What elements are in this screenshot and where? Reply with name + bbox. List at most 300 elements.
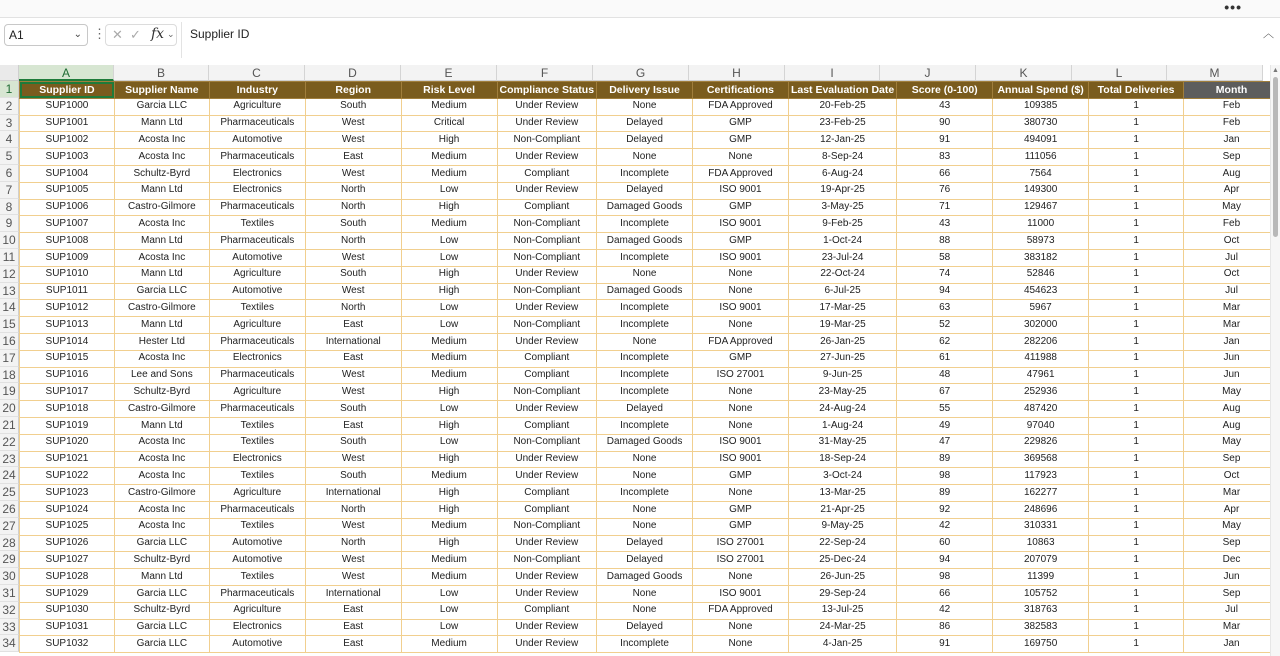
table-cell[interactable]: 1 xyxy=(1089,602,1184,619)
table-cell[interactable]: Jun xyxy=(1184,569,1280,586)
vertical-scrollbar[interactable] xyxy=(1270,65,1280,656)
table-cell[interactable]: Critical xyxy=(401,115,497,132)
table-cell[interactable]: Electronics xyxy=(209,165,305,182)
table-cell[interactable]: Acosta Inc xyxy=(114,216,209,233)
table-cell[interactable]: Electronics xyxy=(209,619,305,636)
row-header[interactable]: 20 xyxy=(0,400,19,417)
table-cell[interactable]: Low xyxy=(401,619,497,636)
table-cell[interactable]: Oct xyxy=(1184,266,1280,283)
table-cell[interactable]: Damaged Goods xyxy=(597,434,693,451)
table-cell[interactable]: 66 xyxy=(897,165,993,182)
table-cell[interactable]: Under Review xyxy=(497,98,597,115)
table-cell[interactable]: 1 xyxy=(1089,199,1184,216)
table-cell[interactable]: SUP1015 xyxy=(20,350,115,367)
column-header-e[interactable]: E xyxy=(401,65,497,81)
table-cell[interactable]: Acosta Inc xyxy=(114,350,209,367)
table-cell[interactable]: 62 xyxy=(897,333,993,350)
row-header[interactable]: 26 xyxy=(0,501,19,518)
table-cell[interactable]: 89 xyxy=(897,451,993,468)
table-cell[interactable]: 91 xyxy=(897,132,993,149)
table-cell[interactable]: Under Review xyxy=(497,569,597,586)
table-cell[interactable]: 11000 xyxy=(993,216,1089,233)
table-cell[interactable]: Medium xyxy=(401,518,497,535)
table-cell[interactable]: Delayed xyxy=(597,401,693,418)
header-cell[interactable]: Region xyxy=(305,82,401,99)
table-cell[interactable]: 105752 xyxy=(993,585,1089,602)
table-cell[interactable]: Under Review xyxy=(497,149,597,166)
table-cell[interactable]: 66 xyxy=(897,585,993,602)
table-cell[interactable]: Mann Ltd xyxy=(114,233,209,250)
table-cell[interactable]: 92 xyxy=(897,501,993,518)
table-cell[interactable]: West xyxy=(305,283,401,300)
table-cell[interactable]: None xyxy=(693,149,789,166)
table-cell[interactable]: 1-Aug-24 xyxy=(788,417,896,434)
table-cell[interactable]: 1 xyxy=(1089,552,1184,569)
table-cell[interactable]: 49 xyxy=(897,417,993,434)
table-cell[interactable]: High xyxy=(401,535,497,552)
table-cell[interactable]: 19-Apr-25 xyxy=(788,182,896,199)
table-cell[interactable]: South xyxy=(305,401,401,418)
table-cell[interactable]: 94 xyxy=(897,552,993,569)
table-cell[interactable]: Sep xyxy=(1184,535,1280,552)
table-cell[interactable]: SUP1006 xyxy=(20,199,115,216)
table-cell[interactable]: 117923 xyxy=(993,468,1089,485)
table-cell[interactable]: SUP1008 xyxy=(20,233,115,250)
table-cell[interactable]: 1 xyxy=(1089,384,1184,401)
table-cell[interactable]: Sep xyxy=(1184,451,1280,468)
table-cell[interactable]: None xyxy=(693,417,789,434)
table-cell[interactable]: East xyxy=(305,417,401,434)
table-cell[interactable]: 43 xyxy=(897,216,993,233)
table-cell[interactable]: 3-Oct-24 xyxy=(788,468,896,485)
table-cell[interactable]: East xyxy=(305,149,401,166)
table-cell[interactable]: ISO 9001 xyxy=(693,249,789,266)
table-cell[interactable]: FDA Approved xyxy=(693,602,789,619)
table-cell[interactable]: North xyxy=(305,300,401,317)
row-header[interactable]: 4 xyxy=(0,131,19,148)
column-header-j[interactable]: J xyxy=(880,65,976,81)
table-cell[interactable]: Agriculture xyxy=(209,317,305,334)
table-cell[interactable]: 61 xyxy=(897,350,993,367)
table-cell[interactable]: ISO 27001 xyxy=(693,535,789,552)
table-cell[interactable]: SUP1030 xyxy=(20,602,115,619)
table-cell[interactable]: None xyxy=(693,636,789,653)
table-cell[interactable]: SUP1016 xyxy=(20,367,115,384)
table-cell[interactable]: Delayed xyxy=(597,132,693,149)
table-cell[interactable]: Oct xyxy=(1184,233,1280,250)
table-cell[interactable]: 1 xyxy=(1089,401,1184,418)
row-header[interactable]: 13 xyxy=(0,283,19,300)
table-cell[interactable]: 1-Oct-24 xyxy=(788,233,896,250)
table-cell[interactable]: 90 xyxy=(897,115,993,132)
table-cell[interactable]: Medium xyxy=(401,333,497,350)
table-cell[interactable]: West xyxy=(305,552,401,569)
table-cell[interactable]: Non-Compliant xyxy=(497,233,597,250)
table-cell[interactable]: 1 xyxy=(1089,98,1184,115)
table-cell[interactable]: 1 xyxy=(1089,451,1184,468)
table-cell[interactable]: Under Review xyxy=(497,401,597,418)
table-cell[interactable]: 229826 xyxy=(993,434,1089,451)
table-cell[interactable]: Garcia LLC xyxy=(114,619,209,636)
table-cell[interactable]: 52 xyxy=(897,317,993,334)
table-cell[interactable]: Non-Compliant xyxy=(497,249,597,266)
table-cell[interactable]: Acosta Inc xyxy=(114,468,209,485)
table-cell[interactable]: Castro-Gilmore xyxy=(114,401,209,418)
column-header-d[interactable]: D xyxy=(305,65,401,81)
table-cell[interactable]: Automotive xyxy=(209,636,305,653)
table-cell[interactable]: West xyxy=(305,367,401,384)
scrollbar-thumb[interactable] xyxy=(1273,77,1278,237)
table-cell[interactable]: 169750 xyxy=(993,636,1089,653)
table-cell[interactable]: 1 xyxy=(1089,132,1184,149)
table-cell[interactable]: 1 xyxy=(1089,317,1184,334)
row-header[interactable]: 28 xyxy=(0,535,19,552)
table-cell[interactable]: None xyxy=(597,501,693,518)
table-cell[interactable]: None xyxy=(597,518,693,535)
table-cell[interactable]: 23-May-25 xyxy=(788,384,896,401)
table-cell[interactable]: 162277 xyxy=(993,485,1089,502)
table-cell[interactable]: 1 xyxy=(1089,417,1184,434)
table-cell[interactable]: Damaged Goods xyxy=(597,233,693,250)
vertical-dots-icon[interactable]: ⋮ xyxy=(93,26,106,41)
table-cell[interactable]: Mann Ltd xyxy=(114,115,209,132)
table-cell[interactable]: Castro-Gilmore xyxy=(114,485,209,502)
table-cell[interactable]: Low xyxy=(401,434,497,451)
table-cell[interactable]: 6-Aug-24 xyxy=(788,165,896,182)
table-cell[interactable]: Schultz-Byrd xyxy=(114,602,209,619)
table-cell[interactable]: International xyxy=(305,333,401,350)
table-cell[interactable]: 1 xyxy=(1089,266,1184,283)
table-cell[interactable]: SUP1010 xyxy=(20,266,115,283)
table-cell[interactable]: 24-Aug-24 xyxy=(788,401,896,418)
table-cell[interactable]: FDA Approved xyxy=(693,333,789,350)
table-cell[interactable]: 47 xyxy=(897,434,993,451)
table-cell[interactable]: 43 xyxy=(897,98,993,115)
table-cell[interactable]: SUP1025 xyxy=(20,518,115,535)
table-cell[interactable]: High xyxy=(401,451,497,468)
table-cell[interactable]: 89 xyxy=(897,485,993,502)
table-cell[interactable]: Acosta Inc xyxy=(114,132,209,149)
table-cell[interactable]: High xyxy=(401,485,497,502)
table-cell[interactable]: Acosta Inc xyxy=(114,451,209,468)
table-cell[interactable]: Low xyxy=(401,249,497,266)
table-cell[interactable]: 76 xyxy=(897,182,993,199)
table-cell[interactable]: 48 xyxy=(897,367,993,384)
table-cell[interactable]: 1 xyxy=(1089,585,1184,602)
table-cell[interactable]: Feb xyxy=(1184,216,1280,233)
table-cell[interactable]: 380730 xyxy=(993,115,1089,132)
row-header[interactable]: 27 xyxy=(0,518,19,535)
table-cell[interactable]: Mar xyxy=(1184,300,1280,317)
table-cell[interactable]: 411988 xyxy=(993,350,1089,367)
table-cell[interactable]: ISO 9001 xyxy=(693,216,789,233)
table-cell[interactable]: SUP1018 xyxy=(20,401,115,418)
table-cell[interactable]: SUP1002 xyxy=(20,132,115,149)
table-cell[interactable]: 207079 xyxy=(993,552,1089,569)
table-cell[interactable]: Acosta Inc xyxy=(114,518,209,535)
table-cell[interactable]: Medium xyxy=(401,98,497,115)
row-header[interactable]: 17 xyxy=(0,350,19,367)
table-cell[interactable]: 74 xyxy=(897,266,993,283)
table-cell[interactable]: Damaged Goods xyxy=(597,283,693,300)
table-cell[interactable]: Compliant xyxy=(497,417,597,434)
column-header-c[interactable]: C xyxy=(209,65,305,81)
table-cell[interactable]: Medium xyxy=(401,569,497,586)
table-cell[interactable]: High xyxy=(401,132,497,149)
table-cell[interactable]: 383182 xyxy=(993,249,1089,266)
table-cell[interactable]: None xyxy=(597,333,693,350)
table-cell[interactable]: Mann Ltd xyxy=(114,317,209,334)
table-cell[interactable]: 109385 xyxy=(993,98,1089,115)
column-header-a[interactable]: A xyxy=(19,65,114,81)
row-header[interactable]: 6 xyxy=(0,165,19,182)
table-cell[interactable]: Non-Compliant xyxy=(497,434,597,451)
cancel-icon[interactable]: ✕ xyxy=(112,27,123,42)
table-cell[interactable]: Pharmaceuticals xyxy=(209,367,305,384)
table-cell[interactable]: 22-Oct-24 xyxy=(788,266,896,283)
table-cell[interactable]: SUP1021 xyxy=(20,451,115,468)
table-cell[interactable]: None xyxy=(597,585,693,602)
table-cell[interactable]: Mann Ltd xyxy=(114,266,209,283)
table-cell[interactable]: 21-Apr-25 xyxy=(788,501,896,518)
table-cell[interactable]: None xyxy=(693,384,789,401)
row-header[interactable]: 3 xyxy=(0,115,19,132)
column-header-g[interactable]: G xyxy=(593,65,689,81)
table-cell[interactable]: May xyxy=(1184,434,1280,451)
table-cell[interactable]: Under Review xyxy=(497,619,597,636)
table-cell[interactable]: SUP1032 xyxy=(20,636,115,653)
table-cell[interactable]: 25-Dec-24 xyxy=(788,552,896,569)
collapse-formula-bar-icon[interactable]: ︿ xyxy=(1263,28,1274,40)
table-cell[interactable]: Non-Compliant xyxy=(497,317,597,334)
header-cell[interactable]: Compliance Status xyxy=(497,82,597,99)
table-cell[interactable]: 1 xyxy=(1089,216,1184,233)
column-header-h[interactable]: H xyxy=(689,65,785,81)
table-cell[interactable]: Feb xyxy=(1184,98,1280,115)
table-cell[interactable]: 1 xyxy=(1089,485,1184,502)
table-cell[interactable]: Incomplete xyxy=(597,417,693,434)
table-cell[interactable]: Castro-Gilmore xyxy=(114,300,209,317)
table-cell[interactable]: May xyxy=(1184,384,1280,401)
table-cell[interactable]: GMP xyxy=(693,233,789,250)
table-cell[interactable]: Sep xyxy=(1184,149,1280,166)
table-cell[interactable]: Non-Compliant xyxy=(497,518,597,535)
table-cell[interactable]: 24-Mar-25 xyxy=(788,619,896,636)
table-cell[interactable]: Under Review xyxy=(497,636,597,653)
table-cell[interactable]: High xyxy=(401,417,497,434)
table-cell[interactable]: Low xyxy=(401,602,497,619)
table-cell[interactable]: East xyxy=(305,602,401,619)
table-cell[interactable]: Lee and Sons xyxy=(114,367,209,384)
table-cell[interactable]: SUP1022 xyxy=(20,468,115,485)
table-cell[interactable]: SUP1023 xyxy=(20,485,115,502)
table-cell[interactable]: High xyxy=(401,384,497,401)
table-cell[interactable]: None xyxy=(693,485,789,502)
table-cell[interactable]: None xyxy=(693,317,789,334)
row-header[interactable]: 24 xyxy=(0,467,19,484)
table-cell[interactable]: May xyxy=(1184,199,1280,216)
column-header-m[interactable]: M xyxy=(1167,65,1263,81)
table-cell[interactable]: SUP1009 xyxy=(20,249,115,266)
table-cell[interactable]: Apr xyxy=(1184,501,1280,518)
table-cell[interactable]: Jun xyxy=(1184,367,1280,384)
insert-function-icon[interactable]: fx xyxy=(151,26,165,42)
row-header[interactable]: 8 xyxy=(0,199,19,216)
table-cell[interactable]: 1 xyxy=(1089,569,1184,586)
table-cell[interactable]: Mann Ltd xyxy=(114,417,209,434)
table-cell[interactable]: Under Review xyxy=(497,585,597,602)
table-cell[interactable]: GMP xyxy=(693,199,789,216)
table-cell[interactable]: 1 xyxy=(1089,283,1184,300)
table-cell[interactable]: 1 xyxy=(1089,619,1184,636)
table-cell[interactable]: 26-Jan-25 xyxy=(788,333,896,350)
table-cell[interactable]: Mar xyxy=(1184,619,1280,636)
table-cell[interactable]: Delayed xyxy=(597,182,693,199)
table-cell[interactable]: 1 xyxy=(1089,535,1184,552)
table-cell[interactable]: ISO 9001 xyxy=(693,434,789,451)
table-cell[interactable]: 7564 xyxy=(993,165,1089,182)
table-cell[interactable]: Compliant xyxy=(497,485,597,502)
table-cell[interactable]: Delayed xyxy=(597,552,693,569)
table-cell[interactable]: East xyxy=(305,350,401,367)
table-cell[interactable]: 1 xyxy=(1089,165,1184,182)
table-cell[interactable]: High xyxy=(401,283,497,300)
table-cell[interactable]: Pharmaceuticals xyxy=(209,199,305,216)
table-cell[interactable]: None xyxy=(597,468,693,485)
table-cell[interactable]: Automotive xyxy=(209,552,305,569)
more-options-icon[interactable]: ••• xyxy=(1224,0,1242,15)
header-cell[interactable]: Score (0-100) xyxy=(897,82,993,99)
table-cell[interactable]: Garcia LLC xyxy=(114,283,209,300)
table-cell[interactable]: Agriculture xyxy=(209,602,305,619)
table-cell[interactable]: Low xyxy=(401,182,497,199)
table-cell[interactable]: 67 xyxy=(897,384,993,401)
table-cell[interactable]: Compliant xyxy=(497,501,597,518)
column-header-k[interactable]: K xyxy=(976,65,1072,81)
table-cell[interactable]: Pharmaceuticals xyxy=(209,149,305,166)
table-cell[interactable]: Textiles xyxy=(209,468,305,485)
table-cell[interactable]: 4-Jan-25 xyxy=(788,636,896,653)
table-cell[interactable]: 248696 xyxy=(993,501,1089,518)
table-cell[interactable]: Automotive xyxy=(209,283,305,300)
table-cell[interactable]: West xyxy=(305,132,401,149)
table-cell[interactable]: North xyxy=(305,182,401,199)
table-cell[interactable]: 1 xyxy=(1089,501,1184,518)
table-cell[interactable]: Compliant xyxy=(497,199,597,216)
table-cell[interactable]: Under Review xyxy=(497,333,597,350)
table-cell[interactable]: Agriculture xyxy=(209,98,305,115)
table-cell[interactable]: Non-Compliant xyxy=(497,283,597,300)
table-cell[interactable]: North xyxy=(305,199,401,216)
table-cell[interactable]: High xyxy=(401,199,497,216)
table-cell[interactable]: Under Review xyxy=(497,266,597,283)
table-cell[interactable]: Textiles xyxy=(209,417,305,434)
header-cell[interactable]: Annual Spend ($) xyxy=(993,82,1089,99)
table-cell[interactable]: South xyxy=(305,434,401,451)
table-cell[interactable]: South xyxy=(305,216,401,233)
table-cell[interactable]: 97040 xyxy=(993,417,1089,434)
table-cell[interactable]: Acosta Inc xyxy=(114,501,209,518)
table-cell[interactable]: None xyxy=(693,569,789,586)
table-cell[interactable]: 71 xyxy=(897,199,993,216)
table-cell[interactable]: GMP xyxy=(693,132,789,149)
table-cell[interactable]: 282206 xyxy=(993,333,1089,350)
table-cell[interactable]: 63 xyxy=(897,300,993,317)
table-cell[interactable]: Sep xyxy=(1184,585,1280,602)
table-cell[interactable]: 3-May-25 xyxy=(788,199,896,216)
header-cell[interactable]: Delivery Issue xyxy=(597,82,693,99)
table-cell[interactable]: ISO 27001 xyxy=(693,552,789,569)
row-header[interactable]: 14 xyxy=(0,299,19,316)
table-cell[interactable]: Garcia LLC xyxy=(114,98,209,115)
table-cell[interactable]: Electronics xyxy=(209,451,305,468)
table-cell[interactable]: 86 xyxy=(897,619,993,636)
table-cell[interactable]: 98 xyxy=(897,569,993,586)
table-cell[interactable]: 1 xyxy=(1089,518,1184,535)
table-cell[interactable]: GMP xyxy=(693,518,789,535)
table-cell[interactable]: 55 xyxy=(897,401,993,418)
table-cell[interactable]: West xyxy=(305,384,401,401)
table-cell[interactable]: Jan xyxy=(1184,333,1280,350)
row-header[interactable]: 23 xyxy=(0,451,19,468)
table-cell[interactable]: Incomplete xyxy=(597,485,693,502)
header-cell[interactable]: Month xyxy=(1184,82,1280,99)
table-cell[interactable]: Jan xyxy=(1184,636,1280,653)
table-cell[interactable]: 60 xyxy=(897,535,993,552)
table-cell[interactable]: Compliant xyxy=(497,165,597,182)
table-cell[interactable]: 1 xyxy=(1089,468,1184,485)
table-cell[interactable]: Aug xyxy=(1184,401,1280,418)
table-cell[interactable]: ISO 27001 xyxy=(693,367,789,384)
table-cell[interactable]: Garcia LLC xyxy=(114,585,209,602)
table-cell[interactable]: Jul xyxy=(1184,249,1280,266)
table-cell[interactable]: 42 xyxy=(897,518,993,535)
table-cell[interactable]: 94 xyxy=(897,283,993,300)
table-cell[interactable]: Pharmaceuticals xyxy=(209,115,305,132)
table-cell[interactable]: ISO 9001 xyxy=(693,182,789,199)
table-cell[interactable]: Incomplete xyxy=(597,317,693,334)
table-cell[interactable]: Medium xyxy=(401,468,497,485)
table-cell[interactable]: 454623 xyxy=(993,283,1089,300)
table-cell[interactable]: Schultz-Byrd xyxy=(114,384,209,401)
header-cell[interactable]: Last Evaluation Date xyxy=(788,82,896,99)
table-cell[interactable]: SUP1029 xyxy=(20,585,115,602)
select-all-corner[interactable] xyxy=(0,65,19,81)
table-cell[interactable]: Damaged Goods xyxy=(597,199,693,216)
table-cell[interactable]: SUP1019 xyxy=(20,417,115,434)
table-cell[interactable]: South xyxy=(305,266,401,283)
table-cell[interactable]: Low xyxy=(401,585,497,602)
table-cell[interactable]: 1 xyxy=(1089,182,1184,199)
table-cell[interactable]: North xyxy=(305,501,401,518)
table-cell[interactable]: SUP1011 xyxy=(20,283,115,300)
table-cell[interactable]: Delayed xyxy=(597,115,693,132)
table-cell[interactable]: 58973 xyxy=(993,233,1089,250)
table-cell[interactable]: 494091 xyxy=(993,132,1089,149)
table-cell[interactable]: Acosta Inc xyxy=(114,149,209,166)
table-cell[interactable]: International xyxy=(305,485,401,502)
table-cell[interactable]: Under Review xyxy=(497,115,597,132)
table-cell[interactable]: 252936 xyxy=(993,384,1089,401)
table-cell[interactable]: West xyxy=(305,115,401,132)
header-cell[interactable]: Risk Level xyxy=(401,82,497,99)
table-cell[interactable]: Electronics xyxy=(209,182,305,199)
table-cell[interactable]: Jun xyxy=(1184,350,1280,367)
table-cell[interactable]: Aug xyxy=(1184,165,1280,182)
table-cell[interactable]: 111056 xyxy=(993,149,1089,166)
table-cell[interactable]: SUP1000 xyxy=(20,98,115,115)
table-cell[interactable]: Automotive xyxy=(209,535,305,552)
